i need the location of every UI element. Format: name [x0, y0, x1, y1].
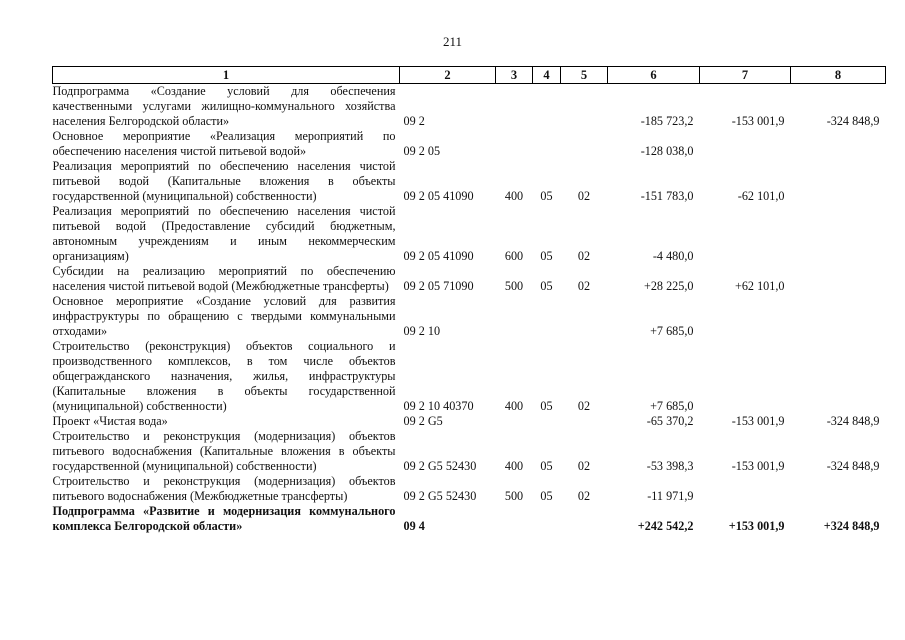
row-section-cell: 05 [540, 279, 553, 293]
table-row [53, 504, 886, 534]
row-value-col8-cell: -324 848,9 [826, 459, 880, 473]
row-subsection-cell [561, 414, 608, 429]
row-value-col8-cell [791, 339, 886, 414]
row-value-col6-cell: +28 225,0 [643, 279, 694, 293]
row-value-col6-cell: +7 685,0 [650, 324, 694, 338]
header-col-2: 2 [400, 67, 496, 84]
row-code-cell: 09 2 G5 [403, 414, 443, 428]
row-section-cell [533, 84, 561, 130]
row-value-col8-cell [791, 294, 886, 339]
header-col-1: 1 [53, 67, 400, 84]
row-value-col8-cell [791, 204, 886, 264]
row-code-cell: 09 2 05 41090 [403, 249, 474, 263]
row-section-cell: 05 [540, 189, 553, 203]
row-name-cell: Подпрограмма «Создание условий для обеспечения качественными услугами жилищно-коммунального хозяйства населения Белгородской области» [52, 84, 396, 128]
row-value-col6-cell: -151 783,0 [640, 189, 694, 203]
row-value-col7-cell [700, 204, 791, 264]
row-name-cell: Реализация мероприятий по обеспечению населения чистой питьевой водой (Капитальные вложения в объекты государственной (муниципальной) собственности) [52, 159, 396, 203]
row-section-cell [533, 129, 561, 159]
row-subsection-cell: 02 [577, 249, 591, 263]
row-value-col8-cell: -324 848,9 [826, 114, 880, 128]
row-value-col6-cell: +7 685,0 [650, 399, 694, 413]
row-code-cell: 09 4 [403, 519, 425, 533]
row-value-col7-cell: -153 001,9 [731, 459, 785, 473]
row-code-cell: 09 2 [403, 114, 425, 128]
page-number: 211 [442, 34, 463, 49]
header-col-5: 5 [561, 67, 608, 84]
row-subsection-cell: 02 [577, 189, 591, 203]
row-value-col7-cell: -153 001,9 [731, 414, 785, 428]
row-value-col8-cell [791, 129, 886, 159]
row-value-col7-cell: +153 001,9 [728, 519, 785, 533]
row-section-cell: 05 [540, 459, 553, 473]
row-section-cell [533, 294, 561, 339]
row-value-col8-cell: -324 848,9 [826, 414, 880, 428]
row-section-cell: 05 [540, 399, 553, 413]
row-value-col6-cell: +242 542,2 [637, 519, 694, 533]
row-value-col7-cell: -62 101,0 [737, 189, 785, 203]
row-value-col7-cell [700, 474, 791, 504]
row-expense-type-cell [496, 129, 533, 159]
row-value-col7-cell [700, 129, 791, 159]
row-subsection-cell: 02 [577, 279, 591, 293]
row-expense-type-cell: 400 [504, 399, 524, 413]
row-value-col7-cell [700, 339, 791, 414]
table-row [53, 339, 886, 414]
table-row [53, 414, 886, 429]
header-col-4: 4 [533, 67, 561, 84]
row-value-col6-cell: -4 480,0 [652, 249, 694, 263]
row-name-cell: Строительство и реконструкция (модернизация) объектов питьевого водоснабжения (Межбюджетные трансферты) [52, 474, 396, 503]
row-value-col6-cell: -128 038,0 [640, 144, 694, 158]
header-col-8: 8 [791, 67, 886, 84]
row-name-cell: Строительство и реконструкция (модернизация) объектов питьевого водоснабжения (Капитальные вложения в объекты государственной (муниципальной) собственности) [52, 429, 396, 473]
row-code-cell: 09 2 05 [403, 144, 441, 158]
row-value-col7-cell [700, 294, 791, 339]
row-expense-type-cell: 400 [504, 189, 524, 203]
table-row [53, 84, 886, 130]
row-value-col8-cell [791, 264, 886, 294]
row-expense-type-cell: 600 [504, 249, 524, 263]
row-expense-type-cell [496, 414, 533, 429]
row-section-cell: 05 [540, 489, 553, 503]
row-subsection-cell [561, 84, 608, 130]
row-subsection-cell: 02 [577, 489, 591, 503]
row-value-col8-cell [791, 474, 886, 504]
table-header-row [53, 67, 886, 84]
row-code-cell: 09 2 05 71090 [403, 279, 474, 293]
table-row [53, 294, 886, 339]
row-subsection-cell [561, 294, 608, 339]
row-subsection-cell: 02 [577, 399, 591, 413]
row-value-col7-cell: +62 101,0 [734, 279, 785, 293]
budget-table [52, 66, 886, 534]
row-subsection-cell [561, 129, 608, 159]
table-row [53, 204, 886, 264]
row-section-cell [533, 414, 561, 429]
table-row [53, 129, 886, 159]
row-expense-type-cell: 500 [504, 489, 524, 503]
header-col-6: 6 [608, 67, 700, 84]
row-value-col8-cell: +324 848,9 [823, 519, 880, 533]
row-code-cell: 09 2 05 41090 [403, 189, 474, 203]
row-expense-type-cell [496, 504, 533, 534]
row-value-col8-cell [791, 159, 886, 204]
row-expense-type-cell [496, 294, 533, 339]
row-name-cell: Реализация мероприятий по обеспечению населения чистой питьевой водой (Предоставление субсидий бюджетным, автономным учреждениям и иным некоммерческим организациям) [52, 204, 396, 263]
row-name-cell: Строительство (реконструкция) объектов социального и производственного комплексов, в том числе объектов общегражданского назначения, жилья, инфраструктуры (Капитальные вложения в объекты государственной (муниципальной) собственности) [52, 339, 396, 413]
row-value-col6-cell: -185 723,2 [640, 114, 694, 128]
row-name-cell: Проект «Чистая вода» [52, 414, 168, 428]
table-row [53, 264, 886, 294]
header-col-3: 3 [496, 67, 533, 84]
row-expense-type-cell: 400 [504, 459, 524, 473]
row-expense-type-cell [496, 84, 533, 130]
row-value-col6-cell: -65 370,2 [646, 414, 694, 428]
table-row [53, 474, 886, 504]
row-section-cell: 05 [540, 249, 553, 263]
row-value-col7-cell: -153 001,9 [731, 114, 785, 128]
row-subsection-cell: 02 [577, 459, 591, 473]
row-name-cell: Субсидии на реализацию мероприятий по обеспечению населения чистой питьевой водой (Межбюджетные трансферты) [52, 264, 396, 293]
header-col-7: 7 [700, 67, 791, 84]
row-subsection-cell [561, 504, 608, 534]
row-value-col6-cell: -11 971,9 [647, 489, 694, 503]
table-row [53, 159, 886, 204]
row-code-cell: 09 2 10 [403, 324, 441, 338]
row-section-cell [533, 504, 561, 534]
row-code-cell: 09 2 10 40370 [403, 399, 474, 413]
row-expense-type-cell: 500 [504, 279, 524, 293]
table-row [53, 429, 886, 474]
table-body [53, 84, 886, 535]
row-code-cell: 09 2 G5 52430 [403, 459, 477, 473]
row-name-cell: Основное мероприятие «Реализация мероприятий по обеспечению населения чистой питьевой водой» [52, 129, 396, 158]
row-name-cell: Основное мероприятие «Создание условий для развития инфраструктуры по обращению с твердыми коммунальными отходами» [52, 294, 396, 338]
row-code-cell: 09 2 G5 52430 [403, 489, 477, 503]
row-value-col6-cell: -53 398,3 [646, 459, 694, 473]
row-name-cell: Подпрограмма «Развитие и модернизация коммунального комплекса Белгородской области» [52, 504, 396, 533]
